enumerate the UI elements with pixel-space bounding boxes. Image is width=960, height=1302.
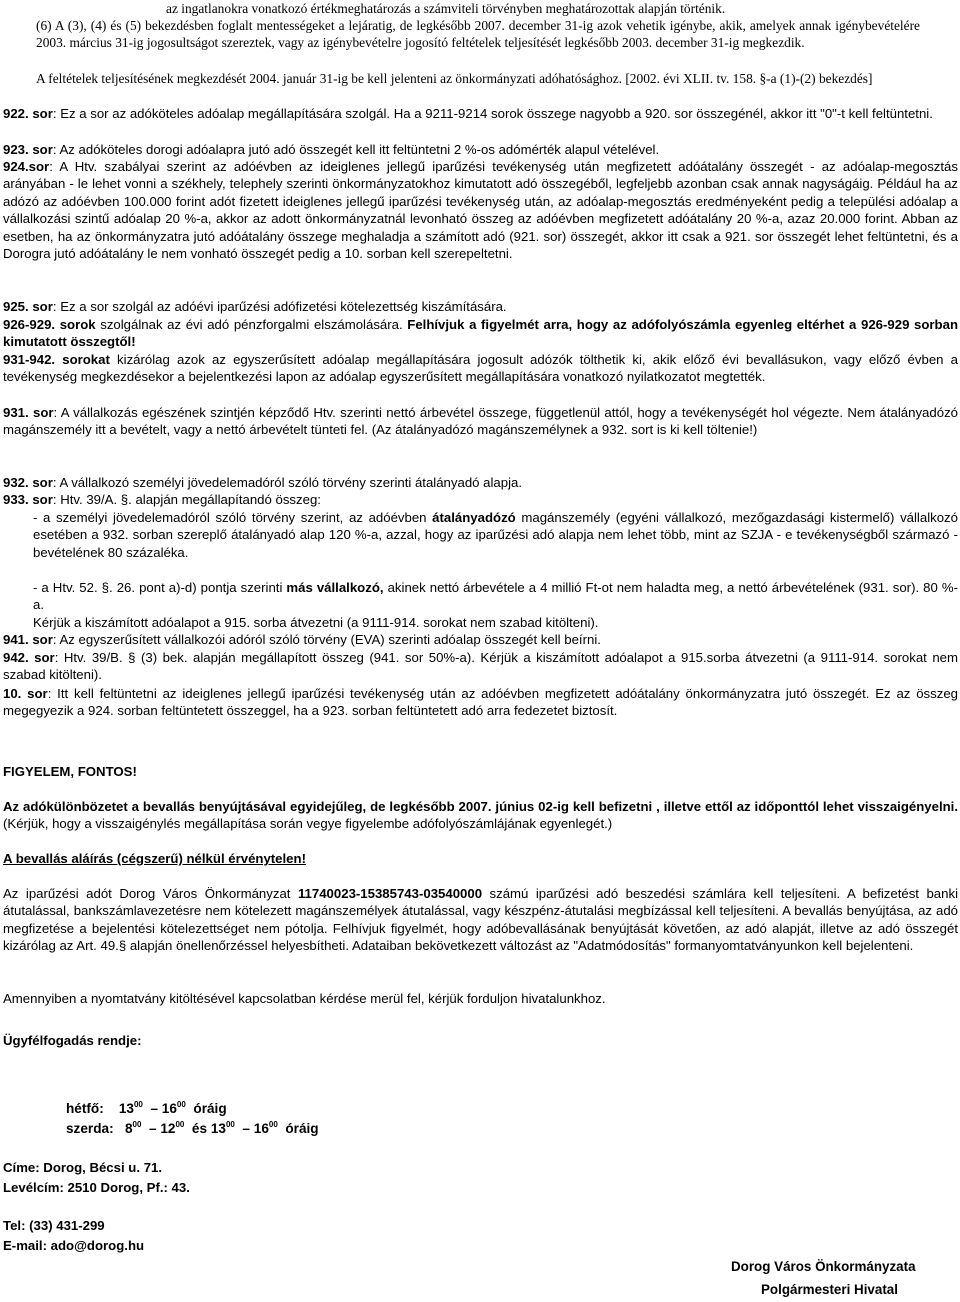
office-hours-wednesday: szerda: $8^{00} - 12^{00}$ és $13^{00} - 16^{00}$ óráig <box>66 1120 319 1136</box>
office-hours-heading: Ügyfélfogadás rendje: <box>3 1033 142 1048</box>
contact-address: Címe: Dorog, Bécsi u. 71. <box>3 1160 163 1175</box>
row-number: 931. <box>3 405 33 420</box>
row-923-description <box>3 141 958 158</box>
row-number: 925. <box>3 299 33 314</box>
row-key: sor <box>27 686 48 701</box>
row-931-description <box>3 404 958 439</box>
row-number: 924. <box>3 159 29 174</box>
row-text: : Htv. 39/A. §. alapján megállapítandó összeg: <box>52 492 321 507</box>
contact-postal-address: Levélcím: 2510 Dorog, Pf.: 43. <box>3 1180 190 1195</box>
row-text: : Az egyszerűsített vállalkozói adóról szóló törvény (EVA) szerinti adóalap összegét kell beírni. <box>52 632 601 647</box>
row-key: sor <box>32 299 53 314</box>
contact-phone: Tel: (33) 431-299 <box>3 1218 105 1233</box>
row-text: : A vállalkozás egészének szintjén képződő Htv. szerinti nettó árbevétel összege, függetlenül attól, hogy a tevékenységét hol végezte. Nem átalányadózó magánszemély itt a bevételt, vagy a nettó árbevételt tünteti fel. (Az átalányadózó magánszemélynek a 932. sort is ki kell töltenie!) <box>3 405 958 438</box>
row-text: : Az adóköteles dorogi adóalapra jutó adó összegét kell itt feltüntetni 2 %-os adómérték alapul vételével. <box>52 142 660 157</box>
signature-warning: A bevallás aláírás (cégszerű) nélkül érvénytelen! <box>3 851 306 866</box>
row-933-item-a: - a személyi jövedelemadóról szóló törvény szerint, az adóévben átalányadózó magánszemély (egyéni vállalkozó, mezőgazdasági kistermelő) vállalkozó esetében a 932. sorban szereplő átalányadó alap 120 %-a, azzal, hogy az iparűzési adó alapja nem lehet több, mint az SZJA - e tevékenységből származó - bevételének 80 százaléka. <box>33 510 958 560</box>
row-key: sor <box>33 405 54 420</box>
row-text: : Ez a sor szolgál az adóévi iparűzési adófizetési kötelezettség kiszámítására. <box>52 299 507 314</box>
signature-office: Polgármesteri Hivatal <box>761 1282 898 1297</box>
legal-text-line-1: az ingatlanokra vonatkozó értékmeghatározás a számviteli törvényben meghatározottak alapján történik. <box>166 1 726 16</box>
row-926-929-description <box>3 316 958 351</box>
row-key: sor <box>32 492 53 507</box>
row-text: kizárólag azok az egyszerűsített adóalap megállapítására jogosult adózók tölthetik ki, akik előző évi bevallásukon, vagy előző évben a tevékenység megkezdésekor a bejelentkezési lapon az adóalap egyszerűsített megállapítására vonatkozó nyilatkozatot megtették. <box>3 352 958 385</box>
row-text: : Itt kell feltüntetni az ideiglenes jellegű iparűzési tevékenység után az adóévben megfizetett adóátalány önkormányzatra jutó összegét. Ez az összeg megegyezik a 924. sorban feltüntetett összeggel, ha a 923. sorban feltüntetett adó arra fedezetet biztosít. <box>3 686 958 719</box>
notice-heading: FIGYELEM, FONTOS! <box>3 764 137 779</box>
row-text: : A vállalkozó személyi jövedelemadóról szóló törvény szerinti átalányadó alapja. <box>52 475 523 490</box>
row-933-item-b: - a Htv. 52. §. 26. pont a)-d) pontja szerinti más vállalkozó, akinek nettó árbevétele a 4 millió Ft-ot nem haladta meg, a nettó árbevételének (931. sor). 80 %-a. <box>33 580 958 613</box>
row-number: 933. <box>3 492 33 507</box>
row-933-description <box>3 491 958 508</box>
row-text: : A Htv. szabályai szerint az adóévben az ideiglenes jellegű iparűzési tevékenység után megfizetett adóátalány összegét - az adóalap-megosztás arányában - le lehet vonni a székhely, telephely szerinti önkormányzatokhoz kimutatott adó összegéből, legfeljebb azonban csak annak nagyságáig. Például ha az adózó az adóévben 100.000 forint adót fizetett ideiglenes jellegű iparűzési tevékenység után, az adóalap-megosztás eredményeként pedig a települési adóalap a vállalkozási szintű adóalap 20 %-a, akkor az adott önkormányzatnál levonható összeg az adóévben megfizetett adóátalány 20 %-a, azaz 20.000 forint. Abban az esetben, ha az önkormányzatra jutó adóátalány összege meghaladja a számított adó (921. sor) összegét, akkor itt csak a 921. sor összegét lehet feltüntetni, és a Dorogra jutó adóátalány le nem vonható összegét pedig a 10. sorban kell szerepeltetni. <box>3 159 958 262</box>
bank-account-number: 11740023-15385743-03540000 <box>297 886 483 901</box>
row-number: 923. <box>3 142 33 157</box>
office-hours-monday: hétfő: $13^{00} - 16^{00}$ óráig <box>66 1100 227 1116</box>
row-key: sor <box>32 475 53 490</box>
row-number: 931-942. <box>3 352 63 367</box>
row-941-description <box>3 631 958 648</box>
row-924-description <box>3 158 958 262</box>
row-text: : Htv. 39/B. § (3) bek. alapján megállapított összeg (941. sor 50%-a). Kérjük a kiszámított adóalapot a 915.sorba átvezetni (a 9111-914. sorokat nem szabad kitölteni). <box>3 650 958 683</box>
balance-warning: Felhívjuk a figyelmét arra, hogy az adófolyószámla egyenleg eltérhet a 926-929 sorban kimutatott összegtől! <box>3 317 959 350</box>
row-number: 942. <box>3 650 35 665</box>
row-number: 941. <box>3 632 33 647</box>
contact-email: E-mail: ado@dorog.hu <box>3 1238 145 1253</box>
row-text: szolgálnak az évi adó pénzforgalmi elszámolására. <box>95 317 408 332</box>
row-932-description <box>3 474 958 491</box>
row-931-942-description <box>3 351 958 386</box>
row-933-instruction: Kérjük a kiszámított adóalapot a 915. sorba átvezetni (a 9111-914. sorokat nem szabad kitölteni). <box>33 615 599 630</box>
row-key: sorokat <box>62 352 110 367</box>
row-key: sor <box>32 106 53 121</box>
legal-text-paragraph-6: (6) A (3), (4) és (5) bekezdésben foglalt mentességeket a lejáratig, de legkésőbb 2007. december 31-ig azok vehetik igénybe, akik, amelyek annak igénybevételére 2003. március 31-ig jogosultságot szereztek, vagy az igénybevételre jogosító feltételek teljesítését legkésőbb 2003. december 31-ig megkezdik. <box>36 18 920 51</box>
legal-text-paragraph-notify: A feltételek teljesítésének megkezdését 2004. január 31-ig be kell jelenteni az önkormányzati adóhatósághoz. [2002. évi XLII. tv. 158. §-a (1)-(2) bekezdés] <box>36 71 873 86</box>
row-number: 922. <box>3 106 33 121</box>
other-entrepreneur-term: más vállalkozó, <box>286 580 384 595</box>
flat-rate-term: átalányadózó <box>432 510 516 525</box>
row-922-description <box>3 105 958 122</box>
row-key: sor <box>32 632 53 647</box>
row-text: : Ez a sor az adóköteles adóalap megállapítására szolgál. Ha a 9211-9214 sorok összege nagyobb a 920. sor összegénél, akkor itt "0"-t kell feltüntetni. <box>52 106 933 121</box>
row-key: sor <box>32 142 53 157</box>
row-key: sor <box>34 650 55 665</box>
row-942-description <box>3 649 958 684</box>
row-number: 932. <box>3 475 33 490</box>
notice-payment-deadline: Az adókülönbözetet a bevallás benyújtásával egyidejűleg, de legkésőbb 2007. június 02-ig kell befizetni , illetve ettől az időponttól lehet visszaigényelni. (Kérjük, hogy a visszaigénylés megállapítása során vegye figyelembe adófolyószámlájának egyenlegét.) <box>3 799 958 832</box>
deadline-text: Az adókülönbözetet a bevallás benyújtásával egyidejűleg, de legkésőbb 2007. június 02-ig kell befizetni , illetve ettől az időponttól lehet visszaigényelni. <box>3 799 958 814</box>
payment-instructions: Az iparűzési adót Dorog Város Önkormányzat 11740023-15385743-03540000 számú iparűzési adó beszedési számlára kell teljesíteni. A befizetést banki átutalással, bankszámlavezetésre nem kötelezett magánszemélyek átutalással, vagy készpénz-átutalási megbízással kell teljesíteni. A bevallás benyújtása, az adó megfizetése a bejelentési kötelezettséget nem pótolja. Felhívjuk figyelmét, hogy adóbevallásának benyújtását követően, az adó alapját, illetve az adó összegét kizárólag az Art. 49.§ alapján önellenőrzéssel helyesbítheti. Adataiban bekövetkezett változást az "Adatmódosítás" formanyomtatványunkon kell bejelenteni. <box>3 886 958 954</box>
signature-organization: Dorog Város Önkormányzata <box>731 1259 916 1274</box>
row-key: sorok <box>59 317 96 332</box>
row-10-description <box>3 685 958 720</box>
row-key: sor <box>28 159 50 174</box>
questions-note: Amennyiben a nyomtatvány kitöltésével kapcsolatban kérdése merül fel, kérjük forduljon hivatalunkhoz. <box>3 991 606 1006</box>
row-number: 10. <box>3 686 28 701</box>
row-925-description <box>3 298 958 315</box>
row-number: 926-929. <box>3 317 60 332</box>
